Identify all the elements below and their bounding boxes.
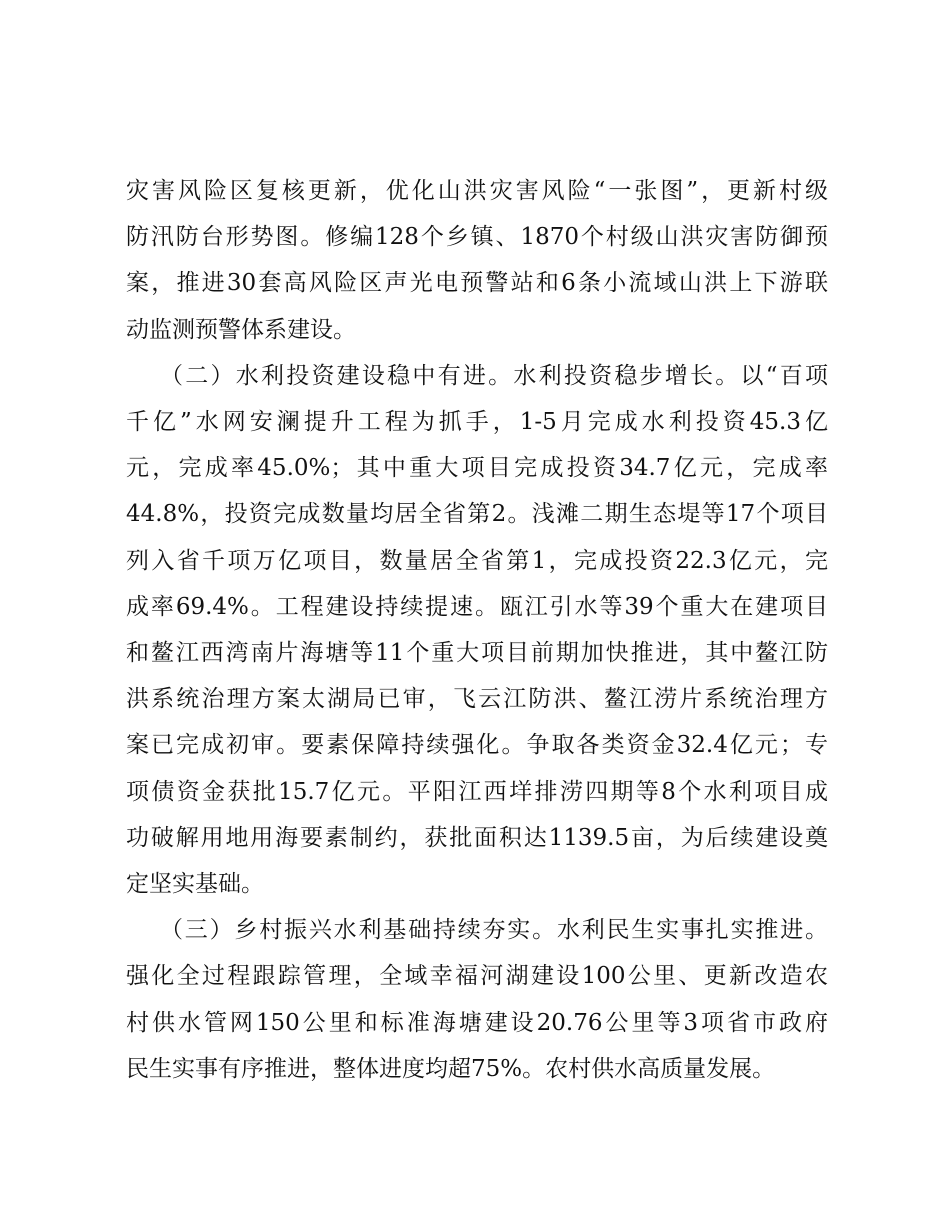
paragraph2-first-line — [126, 353, 828, 399]
paragraph1-line: 防汛防台形势图。修编128个乡镇、1870个村级山洪灾害防御预 — [126, 224, 828, 251]
paragraph3-line: 强化全过程跟踪管理，全域幸福河湖建设100公里、更新改造农 — [126, 963, 828, 990]
paragraph2-line: 元，完成率45.0%；其中重大项目完成投资34.7亿元，完成率 — [126, 455, 828, 482]
paragraph1-line: 灾害风险区复核更新，优化山洪灾害风险“一张图”，更新村级 — [126, 178, 828, 204]
paragraph2-line: 功破解用地用海要素制约，获批面积达1139.5亩，为后续建设奠 — [126, 824, 828, 851]
paragraph2-line: 项债资金获批15.7亿元。平阳江西垟排涝四期等8个水利项目成 — [126, 778, 828, 805]
paragraph3-line: 民生实事有序推进，整体进度均超75%。农村供水高质量发展。 — [126, 1055, 776, 1082]
paragraph1-line: 动监测预警体系建设。 — [126, 316, 356, 343]
section-heading-2: （二）水利投资建设稳中有进。 — [160, 362, 514, 389]
document-body — [126, 168, 828, 1092]
paragraph2-line: 44.8%，投资完成数量均居全省第2。浅滩二期生态堤等17个项目 — [126, 501, 828, 528]
paragraph2-line: 列入省千项万亿项目，数量居全省第1，完成投资22.3亿元，完 — [126, 547, 828, 574]
paragraph3-first-line — [126, 907, 828, 953]
paragraph2-line: 千亿”水网安澜提升工程为抓手，1-5月完成水利投资45.3亿 — [126, 409, 828, 436]
paragraph3-line1-text: 水利民生实事扎实推进。 — [556, 917, 829, 944]
paragraph2-line: 定坚实基础。 — [126, 871, 264, 898]
paragraph2-line: 成率69.4%。工程建设持续提速。瓯江引水等39个重大在建项目 — [126, 593, 828, 620]
paragraph2-line: 和鳌江西湾南片海塘等11个重大项目前期加快推进，其中鳌江防 — [126, 640, 828, 667]
section-heading-3: （三）乡村振兴水利基础持续夯实。 — [160, 917, 557, 944]
paragraph3-line: 村供水管网150公里和标准海塘建设20.76公里等3项省市政府 — [126, 1009, 828, 1036]
paragraph2-line1-text: 水利投资稳步增长。以“百项 — [513, 362, 828, 389]
paragraph2-line: 洪系统治理方案太湖局已审，飞云江防洪、鳌江涝片系统治理方 — [126, 686, 828, 713]
paragraph2-line: 案已完成初审。要素保障持续强化。争取各类资金32.4亿元；专 — [126, 732, 828, 759]
paragraph1-line: 案，推进30套高风险区声光电预警站和6条小流域山洪上下游联 — [126, 270, 828, 297]
